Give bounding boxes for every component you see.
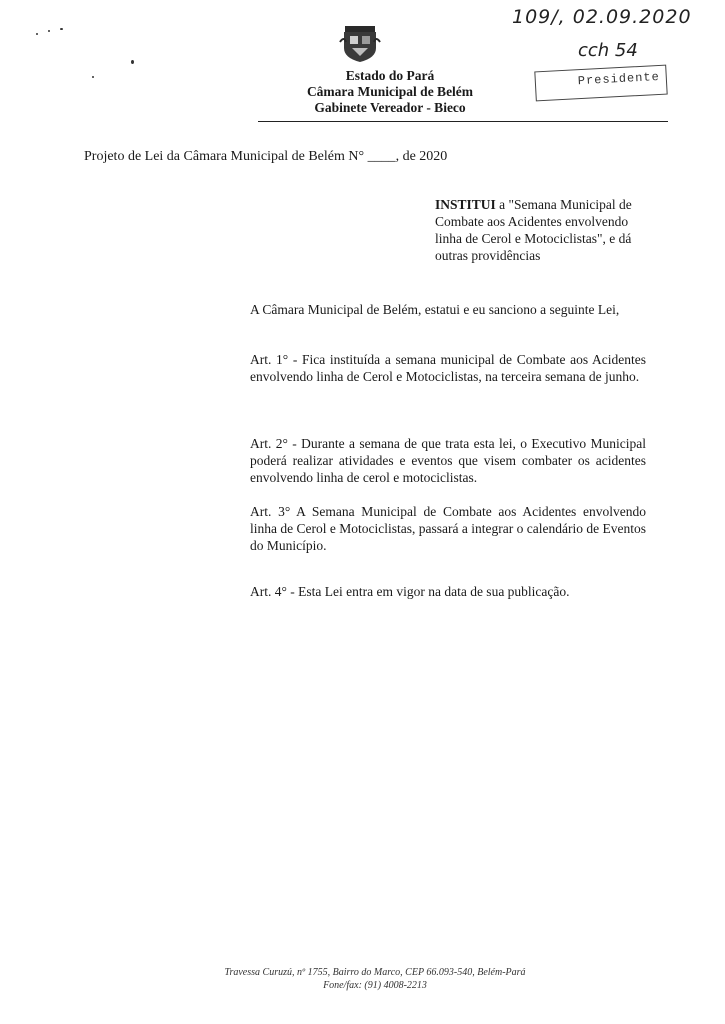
footer-address: Travessa Curuzú, nº 1755, Bairro do Marco, CEP 66.093-540, Belém-Pará — [224, 967, 526, 978]
scan-speck — [48, 30, 50, 32]
header-rule — [258, 121, 668, 122]
bill-title-suffix: , de 2020 — [395, 149, 448, 164]
bill-title — [84, 148, 447, 165]
bill-summary — [435, 196, 647, 264]
summary-text: a "Semana Municipal de Combate aos Acidentes envolvendo linha de Cerol e Motociclistas", e dá outras providências — [435, 197, 632, 263]
scan-speck — [131, 60, 134, 64]
stamp-text: Presidente — [577, 69, 661, 89]
bill-title-prefix: Projeto de Lei da Câmara Municipal de Belém N° — [84, 149, 365, 164]
article-2: Art. 2° - Durante a semana de que trata esta lei, o Executivo Municipal poderá realizar atividades e eventos que visem combater os acidentes envolvendo linha de cerol e motociclistas. — [250, 436, 646, 485]
article-3: Art. 3° A Semana Municipal de Combate aos Acidentes envolvendo linha de Cerol e Motociclistas, passará a integrar o calendário de Eventos do Município. — [250, 504, 646, 553]
footer-phone: Fone/fax: (91) 4008-2213 — [323, 980, 427, 991]
header-state: Estado do Pará — [345, 68, 435, 83]
initials-handwriting: cch 54 — [578, 40, 638, 61]
bill-number-blank: ____ — [367, 149, 396, 164]
scan-speck — [36, 33, 38, 35]
summary-keyword: INSTITUI — [435, 197, 496, 212]
header-chamber: Câmara Municipal de Belém — [306, 84, 474, 99]
article-4: Art. 4° - Esta Lei entra em vigor na data de sua publicação. — [250, 584, 570, 599]
coat-of-arms-icon — [338, 22, 382, 64]
protocol-handwriting: 109/, 02.09.2020 — [512, 6, 692, 28]
received-stamp — [534, 65, 667, 102]
scan-speck — [92, 76, 94, 78]
article-1: Art. 1° - Fica instituída a semana municipal de Combate aos Acidentes envolvendo linha de Cerol e Motociclistas, na terceira semana de junho. — [250, 352, 646, 384]
scan-speck — [60, 28, 63, 30]
enacting-clause: A Câmara Municipal de Belém, estatui e eu sanciono a seguinte Lei, — [250, 302, 620, 317]
header-office: Gabinete Vereador - Bieco — [314, 100, 466, 115]
